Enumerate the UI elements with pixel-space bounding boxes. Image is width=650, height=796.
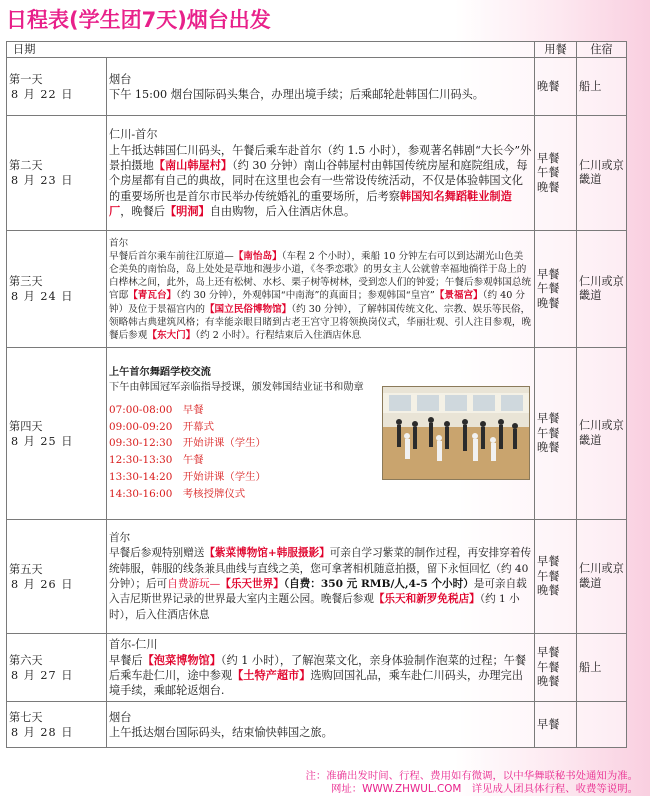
meal: 晚餐 (537, 79, 560, 93)
day-row-7 (7, 702, 627, 748)
day-name: 第一天 (9, 72, 43, 86)
stay-cell: 仁川或京畿道 (577, 116, 627, 231)
schedule-item: 12:30-13:30 午餐 (109, 454, 204, 467)
day-date: 8 月 22 日 (11, 87, 74, 101)
day-name: 第二天 (9, 159, 43, 172)
text-run: 选购回国礼品，乘车赴仁川码头，办理完出境手续，乘邮轮返烟台. (109, 668, 523, 698)
day-name: 第七天 (9, 710, 43, 724)
day-content (107, 231, 535, 348)
header-stay: 住宿 (577, 42, 627, 58)
text-run: 上午抵达韩国仁川码头，午餐后乘车赴首尔（约 1.5 小时），参观著名韩剧“大长今”外景拍摄地 (109, 143, 532, 172)
footer-website: 网址：WWW.ZHWUL.COM 详见成人团具体行程、收费等说明。 (330, 783, 638, 795)
highlight-attraction: 【东大门】 (147, 329, 196, 341)
text-run: （约 1 小时），了解泡菜文化，亲身体验制作泡菜的过程；午餐后乘车赴仁川，途中参观 (109, 653, 527, 682)
highlight-attraction: 韩国知名舞蹈鞋业制造厂 (109, 188, 512, 219)
page-title: 日程表(学生团7天)烟台出发 (6, 8, 271, 32)
text-run: （约 40 分钟）及位于景福宫内的 (109, 290, 525, 315)
day-row-2 (7, 116, 627, 231)
text-run: （约 30 分钟），外观韩国“中南海”的真面目；参观韩国“皇宫” (176, 290, 435, 302)
meal: 晚餐 (537, 180, 560, 194)
highlight-attraction: 【国立民俗博物馆】 (204, 303, 292, 315)
day-date: 8 月 27 日 (11, 668, 74, 682)
stay-cell: 仁川或京畿道 (577, 231, 627, 348)
meal: 早餐 (537, 267, 560, 281)
meal-cell (535, 116, 577, 231)
day-text: 下午 15:00 烟台国际码头集合，办理出境手续；后乘邮轮赴韩国仁川码头。 (109, 87, 484, 101)
meal: 早餐 (537, 555, 560, 569)
price-note: （自费：350 元 RMB/人,4-5 个小时） (283, 577, 474, 590)
meal-cell (535, 520, 577, 634)
highlight-attraction: 【青瓦台】 (128, 290, 177, 302)
meal-cell (535, 231, 577, 348)
day-text (109, 653, 532, 699)
day-cell (7, 58, 107, 116)
day-text (109, 143, 532, 220)
meal: 晚餐 (537, 441, 560, 455)
stay-cell: 仁川或京畿道 (577, 520, 627, 634)
day-place: 烟台 (109, 710, 132, 724)
day-row-4 (7, 348, 627, 520)
header-date: 日期 (7, 42, 535, 58)
day-date: 8 月 23 日 (11, 174, 74, 188)
day-cell (7, 520, 107, 634)
text-run: （约 30 分钟），了解韩国传统文化、宗教、娱乐等民俗，领略韩古典建筑风格；有幸能亲眼目睹到古老王宫守卫将领换岗仪式，华丽壮观、引人注目参观，晚餐后参观 (109, 303, 532, 341)
text-run: 早餐后 (109, 653, 143, 667)
meal-cell (535, 58, 577, 116)
text-run: ，晚餐后 (120, 205, 165, 219)
meal: 午餐 (537, 569, 560, 583)
stay-cell: 仁川或京畿道 (577, 348, 627, 520)
meal-cell (535, 702, 577, 748)
meal: 晚餐 (537, 675, 560, 689)
day-date: 8 月 26 日 (11, 577, 74, 591)
day-content (107, 116, 535, 231)
day-content (107, 58, 535, 116)
schedule-item: 14:30-16:00 考核授牌仪式 (109, 487, 246, 500)
schedule-item: 09:00-09:20 开幕式 (109, 420, 214, 433)
meal: 早餐 (537, 646, 560, 660)
day-text: 下午由韩国冠军亲临指导授课，颁发韩国结业证书和勋章 (109, 382, 364, 394)
day-place: 仁川-首尔 (109, 128, 158, 142)
text-run: 早餐后参观特别赠送 (109, 547, 205, 560)
meal: 晚餐 (537, 296, 560, 310)
highlight-attraction: 【紫菜博物馆+韩服摄影】 (204, 547, 330, 560)
stay-cell: 船上 (577, 634, 627, 702)
school-exchange-heading: 上午首尔舞蹈学校交流 (109, 366, 211, 379)
highlight-attraction: 【明洞】 (164, 204, 210, 219)
day-content (107, 520, 535, 634)
day-text (109, 546, 532, 623)
day-cell (7, 231, 107, 348)
schedule-item: 13:30-14:20 开始讲课（学生） (109, 471, 266, 484)
day-content (107, 634, 535, 702)
meal: 午餐 (537, 660, 560, 674)
day-row-1 (7, 58, 627, 116)
footer-note: 注：准确出发时间、行程、费用如有微调，以中华舞联秘书处通知为准。 (305, 770, 638, 782)
day-name: 第四天 (9, 419, 43, 433)
text-run: 早餐后首尔乘车前往江原道— (109, 251, 234, 263)
header-row (7, 42, 627, 58)
day-text: 上午抵达烟台国际码头，结束愉快韩国之旅。 (109, 725, 333, 739)
highlight-attraction: 【南山韩屋村】 (153, 158, 233, 172)
day-name: 第五天 (9, 562, 43, 576)
day-name: 第三天 (9, 275, 43, 288)
highlight-attraction: 【乐天世界】 (220, 577, 284, 590)
day-cell (7, 348, 107, 520)
meal-cell (535, 348, 577, 520)
text-run: （约 30 分钟）南山谷韩屋村由韩国传统房屋和庭院组成，每个房屋都有自己的典故，同时在这里也会有一些常设传统活动，不仅是体验韩国文化的重要场所也是首尔市民举办传统婚礼的重要场所，后考察 (109, 159, 528, 203)
meal: 早餐 (537, 412, 560, 426)
day-date: 8 月 25 日 (11, 434, 74, 448)
day-content (107, 702, 535, 748)
day-cell (7, 702, 107, 748)
highlight-attraction: 【土特产超市】 (232, 667, 311, 682)
text-run: 自由购物，后入住酒店休息。 (209, 205, 356, 219)
highlight-attraction: 【乐天和新罗免税店】 (373, 593, 480, 606)
day-place: 烟台 (109, 72, 132, 86)
meal: 晚餐 (537, 584, 560, 598)
text-run: （车程 2 个小时），乘船 10 分钟左右可以到达湖光山色美仑美奂的南怡岛，岛上处处是草地和漫步小道，《冬季恋歌》的男女主人公就曾幸福地徜徉于岛上的白桦林之间，此外，岛上还有松树、水杉、栗子树等树林，受到恋人们的钟爱；午餐后参观韩国总统官邸 (109, 251, 532, 302)
day-cell (7, 116, 107, 231)
itinerary-table (6, 41, 627, 748)
day-name: 第六天 (9, 653, 43, 667)
meal-cell (535, 634, 577, 702)
highlight-attraction: 【景福宫】 (434, 290, 483, 302)
meal: 午餐 (537, 166, 560, 180)
day-place: 首尔 (109, 531, 131, 544)
highlight-attraction: 【泡菜博物馆】 (142, 652, 221, 667)
day-row-5 (7, 520, 627, 634)
meal: 早餐 (537, 151, 560, 165)
schedule-item: 07:00-08:00 早餐 (109, 403, 204, 416)
day-row-3 (7, 231, 627, 348)
text-run: 可亲自学习紫菜的制作过程，再安排穿着传统韩服，韩服的线条兼具曲线与直线之美，您可拿著相机随意拍摄，留下永恒回忆（约 40 分钟）；后可 (109, 547, 532, 590)
text-run: 是可亲自载入吉尼斯世界记录的世界最大室内主题公园。晚餐后参观 (109, 577, 527, 606)
dance-class-photo (382, 386, 530, 480)
day-date: 8 月 24 日 (11, 290, 74, 304)
meal: 午餐 (537, 282, 560, 296)
day-text (109, 250, 532, 341)
optional-activity-label: 自费游玩— (167, 577, 221, 590)
meal: 早餐 (537, 717, 560, 731)
meal: 午餐 (537, 426, 560, 440)
text-run: （约 1 小时），后入住酒店休息 (109, 593, 520, 621)
highlight-attraction: 【南怡岛】 (233, 251, 282, 263)
day-place: 首尔-仁川 (109, 638, 158, 652)
day-row-6 (7, 634, 627, 702)
day-date: 8 月 28 日 (11, 725, 74, 739)
header-meal: 用餐 (535, 42, 577, 58)
stay-cell (577, 702, 627, 748)
day-place: 首尔 (109, 238, 129, 250)
schedule-item: 09:30-12:30 开始讲课（学生） (109, 437, 266, 450)
day-cell (7, 634, 107, 702)
stay-cell: 船上 (577, 58, 627, 116)
text-run: （约 2 小时）。行程结束后入住酒店休息 (195, 329, 362, 341)
